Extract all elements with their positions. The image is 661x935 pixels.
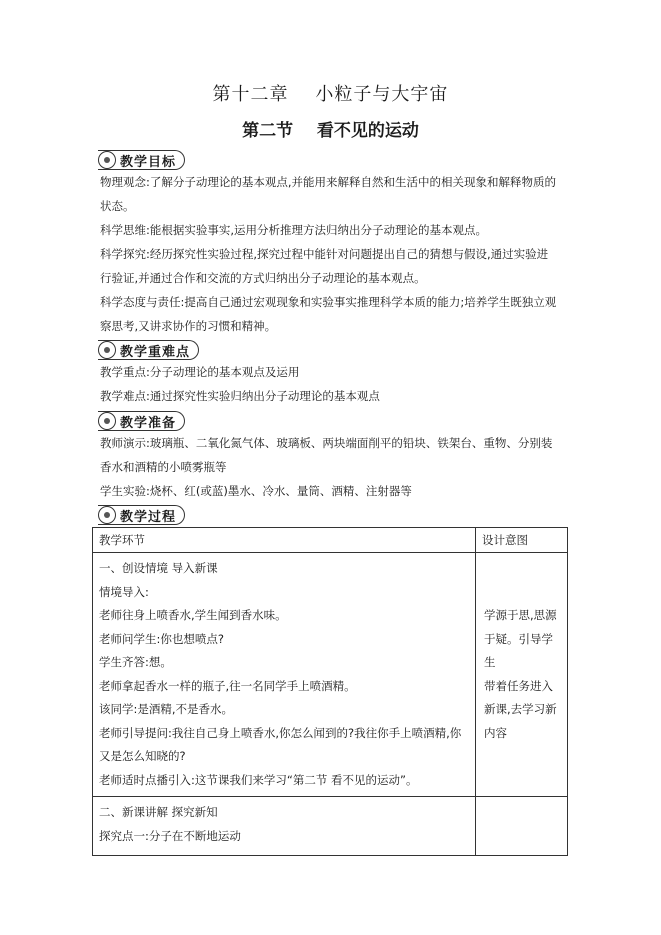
- process-table: [92, 527, 568, 856]
- flower-icon: [98, 506, 116, 524]
- flower-icon: [98, 151, 116, 169]
- step-line: 老师适时点播引入:这节课我们来学习“第二节 看不见的运动”。: [99, 772, 418, 787]
- intent-line: 带着任务进入: [484, 678, 553, 693]
- intent-line: 新课,去学习新: [484, 702, 557, 716]
- heading-badge: [98, 505, 185, 525]
- heading-badge: [98, 411, 185, 431]
- goals-text: [100, 170, 570, 338]
- goals-line: 科学态度与责任:提高自己通过宏观现象和实验事实推理科学本质的能力;培养学生既独立观: [100, 295, 557, 309]
- key-points-line: 教学难点:通过探究性实验归纳出分子动理论的基本观点: [100, 389, 380, 403]
- step-line: 老师引导提问:我往自己身上喷香水,你怎么闻到的?我往你手上喷酒精,你: [99, 725, 462, 740]
- key-points-text: [100, 360, 570, 408]
- intent-line: 内容: [484, 725, 507, 740]
- step-line: 一、创设情境 导入新课: [99, 561, 218, 575]
- table-row: [93, 553, 568, 797]
- preparation-line: 教师演示:玻璃瓶、二氧化氮气体、玻璃板、两块端面削平的铅块、铁架台、重物、分别装: [100, 436, 553, 450]
- key-points-line: 教学重点:分子动理论的基本观点及运用: [100, 365, 300, 379]
- preparation-heading-label: 教学准备: [120, 415, 177, 431]
- preparation-heading: [98, 411, 185, 431]
- key-points-heading-label: 教学重难点: [120, 344, 191, 360]
- key-points-heading: [98, 340, 199, 360]
- step-line: 老师拿起香水一样的瓶子,往一名同学手上喷酒精。: [99, 678, 356, 693]
- step-cell: [93, 797, 476, 856]
- goals-line: 状态。: [100, 199, 135, 213]
- process-heading-label: 教学过程: [120, 509, 177, 525]
- goals-line: 行验证,并通过合作和交流的方式归纳出分子动理论的基本观点。: [100, 271, 426, 285]
- step-line: 学生齐答:想。: [99, 655, 172, 669]
- heading-badge: [98, 150, 185, 170]
- preparation-line: 香水和酒精的小喷雾瓶等: [100, 460, 227, 474]
- intent-cell: [476, 553, 568, 797]
- heading-badge: [98, 340, 199, 360]
- goals-heading: [98, 150, 185, 170]
- step-line: 二、新课讲解 探究新知: [99, 805, 218, 819]
- goals-line: 科学探究:经历探究性实验过程,探究过程中能针对问题提出自己的猜想与假设,通过实验进: [100, 247, 549, 261]
- step-line: 老师往身上喷香水,学生闻到香水味。: [99, 608, 287, 622]
- step-line: 情境导入:: [99, 584, 149, 599]
- goals-line: 科学思维:能根据实验事实,运用分析推理方法归纳出分子动理论的基本观点。: [100, 223, 488, 237]
- step-line: 探究点一:分子在不断地运动: [99, 828, 241, 843]
- intent-cell: [476, 797, 568, 856]
- preparation-line: 学生实验:烧杯、红(或蓝)墨水、冷水、量筒、酒精、注射器等: [100, 484, 412, 498]
- intent-line: 学源于思,思源: [484, 608, 557, 622]
- flower-icon: [98, 412, 116, 430]
- process-heading: [98, 505, 185, 525]
- step-line: 老师问学生:你也想喷点?: [99, 631, 224, 646]
- flower-icon: [98, 341, 116, 359]
- column-header-intent: 设计意图: [476, 528, 568, 553]
- section-title: 第二节 看不见的运动: [242, 121, 419, 141]
- intent-line: 于疑。引导学生: [484, 631, 553, 669]
- table-header-row: [93, 528, 568, 553]
- column-header-step: 教学环节: [93, 528, 476, 553]
- step-line: 该同学:是酒精,不是香水。: [99, 702, 234, 716]
- preparation-text: [100, 431, 570, 503]
- step-cell: [93, 553, 476, 797]
- goals-line: 物理观念:了解分子动理论的基本观点,并能用来解释自然和生活中的相关现象和解释物质的: [100, 175, 557, 189]
- goals-heading-label: 教学目标: [120, 154, 177, 170]
- step-line: 又是怎么知晓的?: [99, 749, 186, 763]
- goals-line: 察思考,又讲求协作的习惯和精神。: [100, 319, 277, 333]
- table-row: [93, 797, 568, 856]
- chapter-title: 第十二章 小粒子与大宇宙: [212, 84, 449, 105]
